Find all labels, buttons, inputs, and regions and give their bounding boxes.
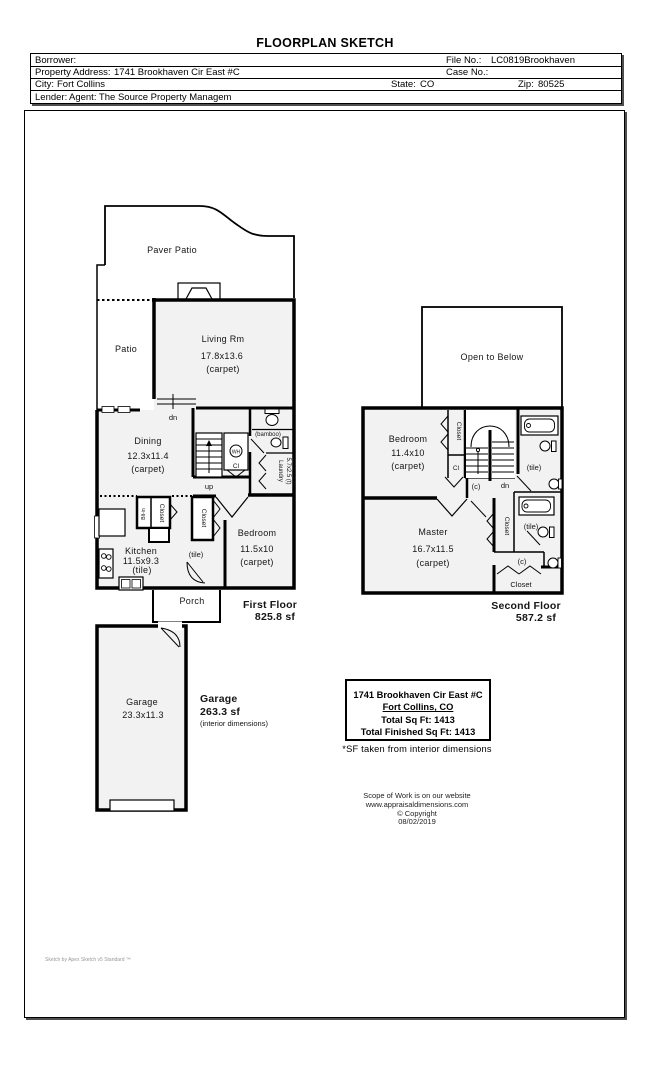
- summary-total-finished: Total Finished Sq Ft: 1413: [360, 727, 476, 738]
- toilet: [538, 527, 548, 537]
- city-label: City:: [35, 79, 54, 90]
- bedroom2-dim: 11.4x10: [391, 448, 425, 458]
- cl-label: Cl: [452, 465, 460, 472]
- state-value: CO: [420, 79, 435, 90]
- dining-dim: 12.3x11.4: [127, 451, 169, 461]
- c-lower-label: (c): [517, 557, 527, 566]
- tile-upper-label: (tile): [526, 463, 542, 472]
- scope-line-2: www.appraisaldimensions.com: [365, 799, 469, 809]
- second-floor-sqft: 587.2 sf: [515, 612, 557, 624]
- hall-tile-label: (tile): [188, 550, 204, 559]
- living-room-label: Living Rm: [201, 334, 245, 344]
- garage-title: Garage: [200, 693, 238, 705]
- property-address-value: 1741 Brookhaven Cir East #C: [114, 67, 240, 78]
- lender-label: Lender:: [35, 91, 68, 103]
- bedroom2-floor: (carpet): [391, 461, 425, 471]
- file-no-label: File No.:: [446, 55, 482, 66]
- garage-label: Garage: [126, 697, 158, 707]
- bedroom2-label: Bedroom: [388, 434, 428, 444]
- refrigerator: [99, 509, 125, 536]
- stove: [99, 549, 113, 578]
- page-title: FLOORPLAN SKETCH: [256, 36, 394, 50]
- closet-a-label: Closet: [158, 503, 165, 523]
- garage-door: [110, 800, 174, 811]
- summary-box: [345, 679, 491, 741]
- first-floor-sqft: 825.8 sf: [254, 611, 296, 623]
- living-room-floor: (carpet): [206, 364, 240, 374]
- stairs-down-label: dn: [500, 481, 510, 490]
- bedroom1-floor: (carpet): [240, 557, 274, 567]
- dining-label: Dining: [134, 436, 162, 446]
- file-no-value: LC0819Brookhaven: [491, 55, 575, 66]
- borrower-label: Borrower:: [35, 55, 77, 66]
- garage-dim: 23.3x11.3: [122, 710, 164, 720]
- city-value: Fort Collins: [57, 79, 106, 90]
- wh-closet-label: Cl: [232, 463, 240, 470]
- scope-line-3: © Copyright: [397, 808, 437, 818]
- bedroom1-dim: 11.5x10: [240, 544, 274, 554]
- living-room-dim: 17.8x13.6: [200, 351, 244, 361]
- tile-lower-label: (tile): [523, 522, 539, 531]
- closet-label: Closet: [455, 421, 462, 441]
- master-floor: (carpet): [416, 558, 450, 568]
- sink: [548, 558, 558, 568]
- bottom-closet-label: Closet: [510, 580, 532, 589]
- zip-label: Zip:: [518, 79, 534, 90]
- zip-value: 80525: [538, 79, 565, 90]
- dining-floor: (carpet): [131, 464, 165, 474]
- first-floor-plan: [95, 206, 298, 811]
- lender-value: Agent: The Source Property Managem: [69, 91, 232, 103]
- fireplace: [178, 283, 220, 300]
- property-address-label: Property Address:: [35, 67, 111, 78]
- garage-sqft: 263.3 sf: [200, 706, 241, 718]
- window: [118, 407, 130, 413]
- state-label: State:: [391, 79, 416, 90]
- master-label: Master: [418, 527, 448, 537]
- c-upper-label: (c): [471, 482, 481, 491]
- open-to-below-label: Open to Below: [460, 352, 524, 362]
- sf-note: *SF taken from interior dimensions: [342, 744, 492, 754]
- summary-total-sqft: Total Sq Ft: 1413: [381, 714, 455, 725]
- stairs-down: [466, 410, 515, 481]
- toilet: [540, 441, 550, 451]
- kitchen-dim: 11.5x9.3: [122, 556, 160, 566]
- apex-sketch-watermark: Sketch by Apex Sketch v5 Standard ™: [45, 957, 131, 963]
- porch-outline: [153, 590, 220, 622]
- closet-b-label: Closet: [200, 508, 207, 528]
- first-floor-title: First Floor: [242, 599, 298, 611]
- window: [102, 407, 114, 413]
- second-floor-plan: [363, 307, 562, 624]
- built-in-label: Blt-in: [141, 508, 147, 520]
- sink: [549, 479, 559, 489]
- patio-outline: [97, 265, 105, 410]
- stairs-up: [196, 433, 222, 477]
- bedroom1-label: Bedroom: [237, 528, 277, 538]
- porch-label: Porch: [179, 596, 205, 606]
- kitchen-floor: (tile): [132, 565, 152, 575]
- garage-note: (interior dimensions): [200, 719, 268, 728]
- second-floor-title: Second Floor: [491, 600, 561, 612]
- case-no-label: Case No.:: [446, 67, 489, 78]
- master-dim: 16.7x11.5: [412, 544, 454, 554]
- stairs-up-label: up: [204, 482, 214, 491]
- master-closet-label: Closet: [503, 516, 510, 536]
- water-heater-label: WH: [231, 449, 241, 456]
- summary-address: 1741 Brookhaven Cir East #C: [353, 690, 483, 700]
- bamboo-floor-label: (bamboo): [255, 432, 281, 438]
- step-down-label: dn: [168, 413, 178, 422]
- summary-city-state: Fort Collins, CO: [382, 702, 454, 713]
- toilet: [271, 438, 281, 447]
- kitchen-label: Kitchen: [124, 546, 158, 556]
- paver-patio-label: Paver Patio: [147, 245, 197, 255]
- scope-of-work: [297, 792, 537, 827]
- laundry-dim: 5.7x2.5 (t): [285, 457, 291, 485]
- laundry-label: Laundry: [277, 460, 283, 482]
- scope-line-4: 08/02/2019: [398, 817, 436, 827]
- scope-line-1: Scope of Work is on our website: [363, 791, 471, 800]
- patio-label: Patio: [114, 344, 138, 354]
